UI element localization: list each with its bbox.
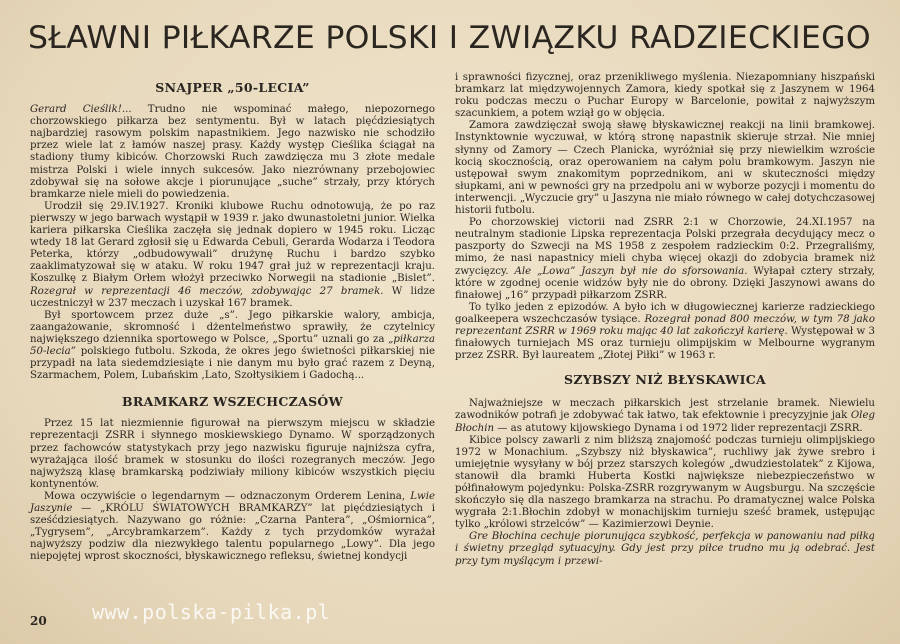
article-paragraph: Najważniejsze w meczach piłkarskich jest strzelanie bramek. Niewielu zawodników potrafi je zdobywać tak łatwo, tak efektownie i precyzyjnie jak Oleg Błochin — as atutowy kijowskiego Dynama i od 1972 lider reprezentacji ZSRR. [455, 398, 875, 434]
article-paragraph: Gerard Cieślik!... Trudno nie wspominać małego, niepozornego chorzowskiego piłkarza bez sentymentu. Był w latach pięćdziesiątych najbardziej rasowym polskim napastnikiem. Jego nazwisko nie schodziło przez wiele lat z łamów naszej prasy. Każdy występ Cieślika ściągał na stadiony tłumy kibiców. Chorzowski Ruch zawdzięcza mu 3 złote medale mistrza Polski i wiele innych sukcesów. Jako niezrównany przebojowiec zdobywał się na sołowe akcje i piorunujące „suche” strzały, przy których bramkarze niele mieli do powiedzenia. [30, 104, 435, 200]
article-paragraph: Po chorzowskiej victorii nad ZSRR 2:1 w Chorzowie, 24.XI.1957 na neutralnym stadionie Lipska reprezentacja Polski przegrała decydujący mecz o paszporty do Szwecji na MS 1958 z zespołem radzieckim 0:2. Przegraliśmy, mimo, że nasi napastnicy mieli chyba więcej okazji do zdobycia bramek niż zwycięzcy. Ale „Lowa” Jaszyn był nie do sforsowania. Wyłapał cztery strzały, które w zgodnej ocenie widzów były nie do obrony. Dzięki Jaszynowi awans do finałowej „16” przypadł piłkarzom ZSRR. [455, 217, 875, 301]
article-paragraph: Był sportowcem przez duże „s”. Jego piłkarskie walory, ambicja, zaangażowanie, skromność i dżentelmeństwo sprawiły, że czytelnicy największego dziennika sportowego w Polsce, „Sportu” uznali go za „piłkarza 50-lecia” polskiego futbolu. Szkoda, że okres jego świetności piłkarskiej nie przypadł na lata siedemdziesiąte i nie danym mu było grać razem z Deyną, Szarmachem, Polem, Lubańskim ,Lato, Szołtysikiem i Gadochą... [30, 309, 435, 382]
section-title-snajper: SNAJPER „50-LECIA” [155, 80, 310, 95]
article-paragraph: Gre Błochina cechuje piorunująca szybkość, perfekcja w panowaniu nad piłką i świetny przegląd sytuacyjny. Gdy jest przy piłce trudno mu ją odebrać. Jest przy tym myślącym i przewi- [455, 531, 875, 567]
italic-lead: Gerard Cieślik!... [30, 104, 132, 116]
page-headline: SŁAWNI PIŁKARZE POLSKI I ZWIĄZKU RADZIECKIEGO [28, 20, 871, 56]
watermark: www.polska-pilka.pl [92, 600, 331, 624]
article-paragraph: Urodził się 29.IV.1927. Kroniki klubowe Ruchu odnotowują, że po raz pierwszy w jego barwach wystąpił w 1939 r. jako dwunastoletni junior. Wielka kariera piłkarska Cieślika zaczęła się jednak dopiero w 1945 roku. Licząc wtedy 18 lat Gerard zgłosił się u Edwarda Cebuli, Gerarda Wodarza i Teodora Peterka, którzy „odbudowywali” drużynę Ruchu i bardzo szybko zaaklimatyzował się w ataku. W roku 1947 grał już w reprezentacji kraju. Koszulkę z Białym Orłem włożył przeciwko Norwegii na stadionie „Bislet”. Rozegrał w reprezentacji 46 meczów, zdobywając 27 bramek. W lidze uczestniczył w 237 meczach i uzyskał 167 bramek. [30, 200, 435, 309]
section-title-szybszy: SZYBSZY NIŻ BŁYSKAWICA [564, 372, 766, 388]
page-number: 20 [30, 614, 47, 628]
article-paragraph: Przez 15 lat niezmiennie figurował na pierwszym miejscu w składzie reprezentacji ZSRR i słynnego moskiewskiego Dynamo. W sporządzonych przez fachowców statystykach przy jego nazwisku figuruje najniższa cyfra, wyrażająca ilość bramek w stosunku do ilości rozegranych meczów. Jego najwyższą klasę bramkarską podziwiały miliony kibiców wszystkich pięciu kontynentów. [30, 418, 435, 490]
right-column [455, 72, 875, 568]
article-paragraph: Zamora zawdzięczał swoją sławę błyskawicznej reakcji na linii bramkowej. Instynktownie wyczuwał, w którą stronę napastnik skieruje strzał. Nie mniej słynny od Zamory — Czech Planicka, wyróżniał się przy niewielkim wzroście kocią skocznością, oraz operowaniem na całym polu bramkowym. Jaszyn nie ustępował swym znakomitym poprzednikom, ani w skuteczności między słupkami, ani w pewności gry na przedpolu ani w wyborze pozycji i momentu do interwencji. „Wyczucie gry” u Jaszyna nie miało równego w całej dotychczasowej historii futbolu. [455, 120, 875, 217]
article-paragraph: i sprawności fizycznej, oraz przenikliwego myślenia. Niezapomniany hiszpański bramkarz lat międzywojennych Zamora, kiedy spotkał się z Jaszynem w 1964 roku podczas meczu o Puchar Europy w Barcelonie, powitał z najwyższym szacunkiem, a potem wziął go w objęcia. [455, 72, 875, 120]
left-column [30, 82, 435, 563]
section-title-bramkarz: BRAMKARZ WSZECHCZASÓW [122, 394, 343, 410]
article-paragraph: Kibice polscy zawarli z nim bliższą znajomość podczas turnieju olimpijskiego 1972 w Monachium. „Szybszy niż błyskawica”, ruchliwy jak żywe srebro i umiejętnie wysyłany w bój przez starszych kolegów „dwudziestolatek” z Kijowa, stanowił dla bramki Huberta Kostki największe niebezpieczeństwo w półfinałowym pojedynku: Polska-ZSRR rozgrywanym w Augsburgu. Na szczęście skończyło się dla naszego bramkarza na strachu. Po dramatycznej walce Polska wygrała 2:1.Błochin zdobył w monachijskim turnieju sześć bramek, ustępując tylko „królowi strzelców” — Kazimierzowi Deynie. [455, 434, 875, 531]
article-paragraph: Mowa oczywiście o legendarnym — odznaczonym Orderem Lenina, Lwie Jaszynie — „KRÓLU ŚWIATOWYCH BRAMKARZY” lat pięćdziesiątych i sześćdziesiątych. Nazywano go różnie: „Czarna Pantera”, „Ośmiornica”, „Tygrysem”, „Arcybramkarzem”. Każdy z tych przydomków wyrażał najwyższy podziw dla niezwykłego talentu popularnego „Lowy”. Dla jego niepojętej wprost skoczności, błyskawicznego refleksu, świetnej kondycji [30, 490, 435, 563]
article-paragraph: To tylko jeden z epizodów. A było ich w długowiecznej karierze radzieckiego goalkeepera wszechczasów tysiące. Rozegrał ponad 800 meczów, w tym 78 jako reprezentant ZSRR w 1969 roku mając 40 lat zakończył karierę. Występował w 3 finałowych turniejach MS oraz turnieju olimpijskim w Melbourne wygranym przez ZSRR. Był laureatem „Złotej Piłki” w 1963 r. [455, 301, 875, 362]
